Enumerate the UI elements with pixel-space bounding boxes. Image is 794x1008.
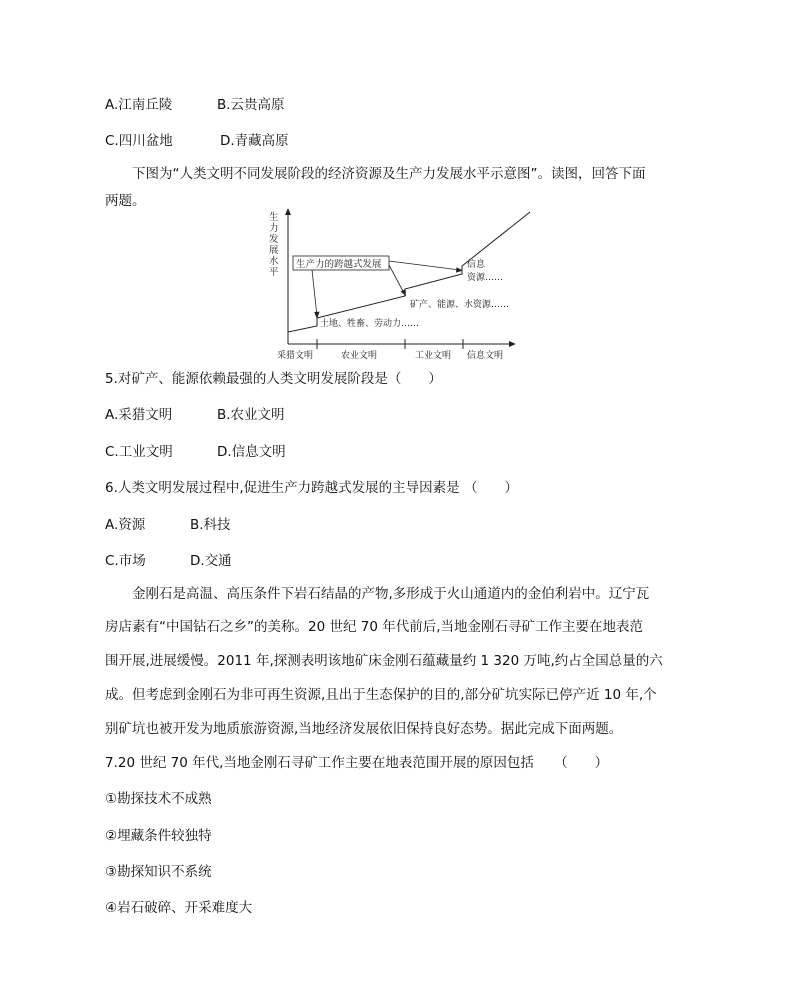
passage-line-1: 金刚石是高温、高压条件下岩石结晶的产物,多形成于火山通道内的金伯利岩中。辽宁瓦	[132, 586, 650, 602]
y-axis-label-text: 生力发展水平	[269, 212, 279, 278]
q6-stem: 6.人类文明发展过程中,促进生产力跨越式发展的主导因素是 （ ）	[105, 480, 518, 496]
leap-box-label: 生产力的跨越式发展	[296, 259, 382, 270]
label-agriculture: 土地、牲畜、劳动力……	[320, 319, 420, 329]
option-a: A.江南丘陵	[105, 97, 173, 113]
y-axis-arrow	[285, 208, 291, 215]
q7-item-4: ④岩石破碎、开采难度大	[105, 900, 253, 916]
option-c: C.四川盆地	[105, 133, 173, 149]
leap-arrowhead	[401, 289, 407, 296]
label-information-2: 资源……	[467, 273, 504, 283]
q6-option-c: C.市场	[105, 553, 146, 569]
leap-arrow	[389, 265, 404, 293]
q5-option-a: A.采猎文明	[105, 407, 173, 423]
leap-arrow	[389, 261, 460, 270]
passage-line-3: 围开展,进展缓慢。2011 年,探测表明该地矿床金刚石蕴藏量约 1 320 万吨,约占全国总量的六	[105, 653, 663, 669]
civilization-productivity-diagram	[260, 208, 540, 368]
passage-line-4: 成。但考虑到金刚石为非可再生资源,且出于生态保护的目的,部分矿坑实际已停产近 10 年,个	[105, 687, 657, 703]
stage-label: 采猎文明	[277, 351, 314, 361]
productivity-curve	[288, 212, 530, 332]
intro-line-1: 下图为“人类文明不同发展阶段的经济资源及生产力发展水平示意图”。读图，回答下面	[132, 166, 646, 182]
q7-item-2: ②埋藏条件较独特	[105, 828, 212, 844]
q6-option-b: B.科技	[190, 517, 231, 533]
q7-item-1: ①勘探技术不成熟	[105, 791, 212, 807]
x-axis-arrow	[509, 341, 516, 347]
y-axis-label	[269, 211, 279, 278]
option-d: D.青藏高原	[220, 133, 289, 149]
q6-option-d: D.交通	[190, 553, 232, 569]
q5-option-d: D.信息文明	[217, 444, 286, 460]
q7-item-3: ③勘探知识不系统	[105, 864, 212, 880]
option-b: B.云贵高原	[217, 97, 285, 113]
q5-option-c: C.工业文明	[105, 444, 173, 460]
q6-option-a: A.资源	[105, 517, 146, 533]
leap-arrow	[312, 270, 317, 316]
passage-line-5: 别矿坑也被开发为地质旅游资源,当地经济发展依旧保持良好态势。据此完成下面两题。	[105, 721, 623, 737]
stage-label: 工业文明	[415, 351, 452, 361]
label-information-1: 信息	[467, 260, 486, 270]
intro-line-2: 两题。	[105, 193, 146, 209]
q7-stem: 7.20 世纪 70 年代,当地金刚石寻矿工作主要在地表范围开展的原因包括 （ ）	[105, 755, 609, 771]
q5-stem: 5.对矿产、能源依赖最强的人类文明发展阶段是（ ）	[105, 371, 442, 387]
label-industry: 矿产、能源、水资源……	[410, 300, 510, 310]
q5-option-b: B.农业文明	[217, 407, 285, 423]
stage-label: 农业文明	[341, 351, 378, 361]
stage-label: 信息文明	[467, 351, 504, 361]
passage-line-2: 房店素有“中国钻石之乡”的美称。20 世纪 70 年代前后,当地金刚石寻矿工作主要在地表范	[105, 619, 644, 635]
